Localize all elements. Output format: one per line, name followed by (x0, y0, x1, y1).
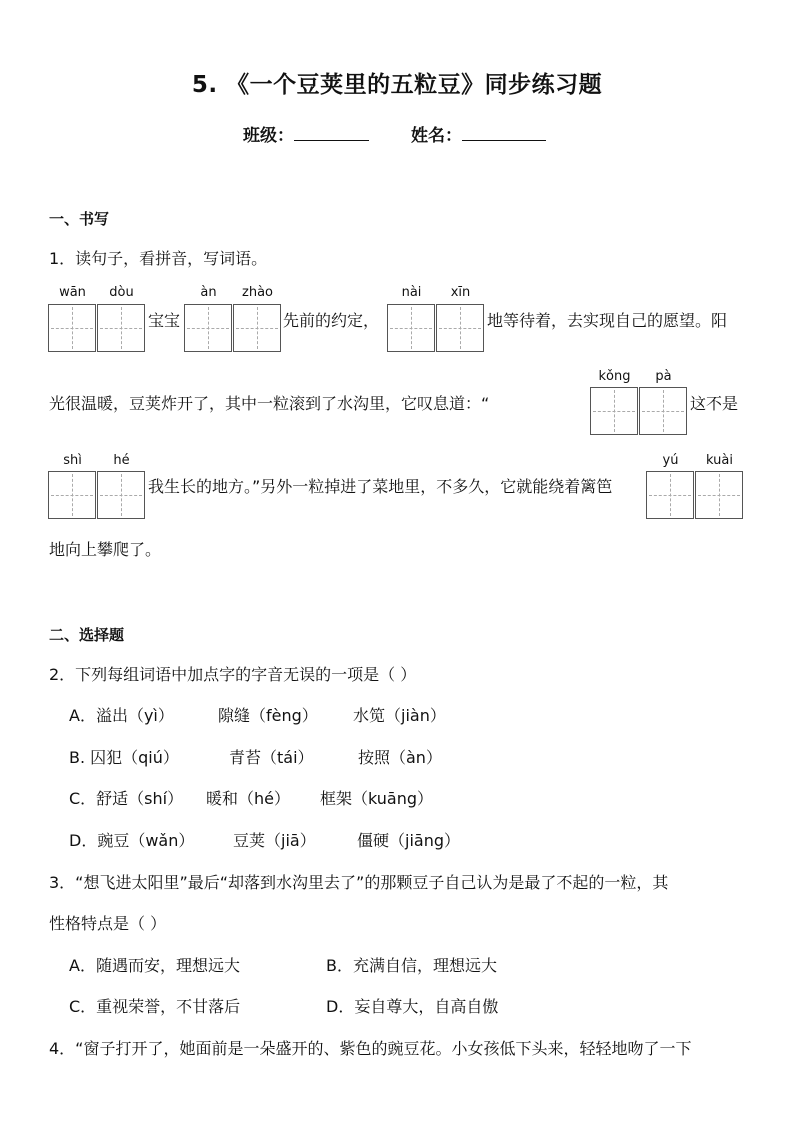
pinyin-he: hé (113, 453, 130, 468)
name-label: 姓名： (411, 126, 462, 146)
sentence-part: 先前的约定， (283, 311, 380, 330)
name-blank (462, 138, 546, 141)
q3-option-b[interactable]: B．充满自信，理想远大 (326, 956, 497, 975)
q3-option-a[interactable]: A．随遇而安，理想远大 (69, 956, 240, 975)
q2-option-a-3: 水笕（jiàn） (353, 706, 446, 725)
sentence-part: 这不是 (690, 394, 739, 413)
writing-box[interactable] (184, 304, 232, 352)
q2-prompt: 2．下列每组词语中加点字的字音无误的一项是（ ） (49, 665, 417, 684)
pinyin-kuai: kuài (706, 453, 733, 468)
writing-box[interactable] (48, 304, 96, 352)
q2-option-b-1[interactable]: B. 囚犯（qiú） (69, 748, 179, 767)
q2-option-b-2: 青苔（tái） (229, 748, 314, 767)
q3-prompt-line1: 3．“想飞进太阳里”最后“却落到水沟里去了”的那颗豆子自己认为是最了不起的一粒，其 (49, 873, 669, 892)
writing-box[interactable] (436, 304, 484, 352)
q2-option-a-2: 隙缝（fèng） (218, 706, 318, 725)
pinyin-shi: shì (63, 453, 82, 468)
writing-box[interactable] (590, 387, 638, 435)
pinyin-yu: yú (662, 453, 679, 468)
sentence-part: 光很温暖，豆荚炸开了，其中一粒滚到了水沟里，它叹息道：“ (49, 394, 490, 413)
writing-box[interactable] (97, 304, 145, 352)
writing-box[interactable] (646, 471, 694, 519)
sentence-part: 我生长的地方。”另外一粒掉进了菜地里，不多久，它就能绕着篱笆 (148, 477, 613, 496)
writing-box[interactable] (695, 471, 743, 519)
q3-prompt-line2: 性格特点是（ ） (49, 914, 167, 933)
q2-option-d-2: 豆荚（jiā） (233, 831, 316, 850)
q2-option-d-3: 僵硬（jiāng） (357, 831, 460, 850)
section-heading-writing: 一、书写 (49, 210, 110, 228)
q4-prompt-line1: 4．“窗子打开了，她面前是一朵盛开的、紫色的豌豆花。小女孩低下头来，轻轻地吻了一下 (49, 1039, 692, 1058)
pinyin-zhao: zhào (242, 285, 273, 300)
section-heading-choice: 二、选择题 (49, 626, 125, 644)
pinyin-dou: dòu (109, 285, 134, 300)
pinyin-nai: nài (401, 285, 422, 300)
pinyin-kong: kǒng (598, 369, 631, 384)
class-field (243, 121, 369, 146)
page-title: 5. 《一个豆荚里的五粒豆》同步练习题 (191, 72, 603, 98)
q2-option-a-1[interactable]: A．溢出（yì） (69, 706, 174, 725)
name-field (411, 121, 546, 146)
sentence-part: 地等待着，去实现自己的愿望。阳 (487, 311, 728, 330)
q3-option-d[interactable]: D．妄自尊大，自高自傲 (326, 997, 499, 1016)
q2-option-c-3: 框架（kuāng） (320, 789, 434, 808)
class-label: 班级： (243, 126, 294, 146)
sentence-part: 地向上攀爬了。 (49, 540, 162, 559)
q2-option-c-2: 暖和（hé） (206, 789, 290, 808)
q2-option-d-1[interactable]: D．豌豆（wǎn） (69, 831, 195, 850)
writing-box[interactable] (97, 471, 145, 519)
q2-option-b-3: 按照（àn） (358, 748, 442, 767)
q2-option-c-1[interactable]: C．舒适（shí） (69, 789, 184, 808)
sentence-part: 宝宝 (148, 311, 181, 330)
pinyin-xin: xīn (450, 285, 471, 300)
q3-option-c[interactable]: C．重视荣誉，不甘落后 (69, 997, 241, 1016)
q1-prompt: 1．读句子，看拼音，写词语。 (49, 249, 268, 268)
writing-box[interactable] (639, 387, 687, 435)
pinyin-an: àn (200, 285, 217, 300)
pinyin-pa: pà (655, 369, 672, 384)
writing-box[interactable] (233, 304, 281, 352)
writing-box[interactable] (387, 304, 435, 352)
writing-box[interactable] (48, 471, 96, 519)
pinyin-wan: wān (59, 285, 86, 300)
class-blank (294, 138, 369, 141)
